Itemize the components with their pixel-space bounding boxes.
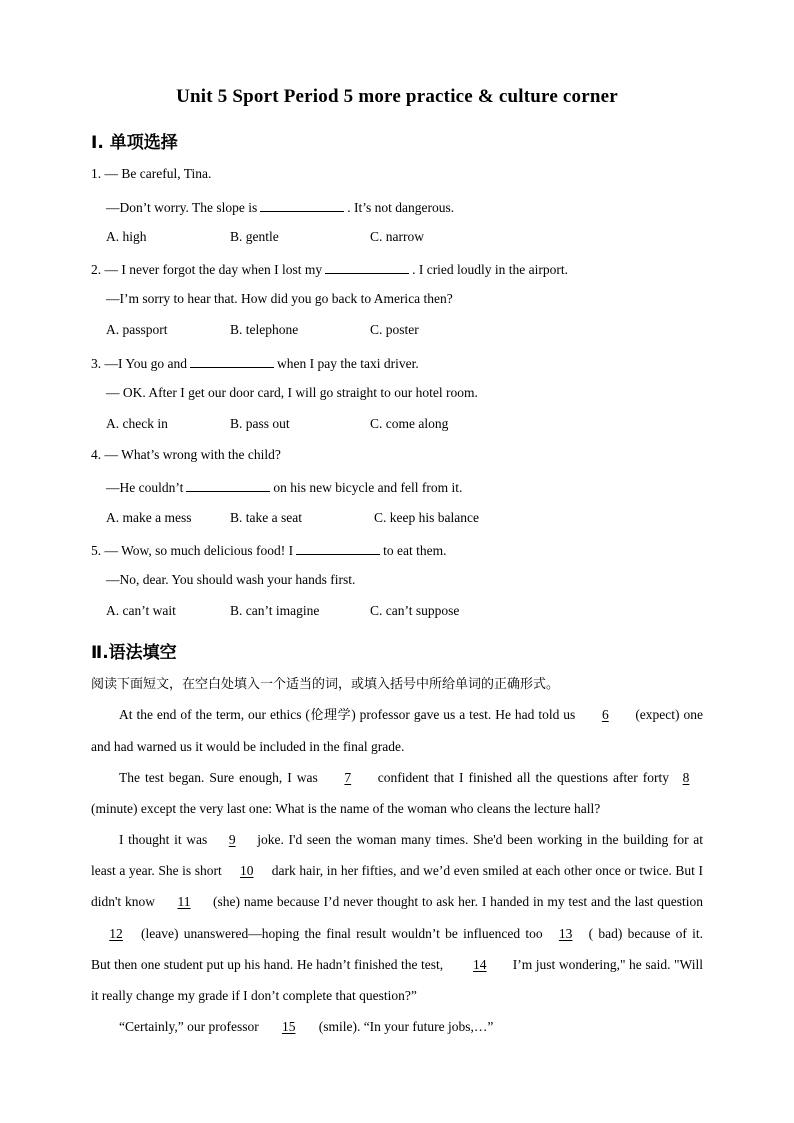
blank-11[interactable]: 11	[177, 894, 191, 910]
option-c[interactable]: C. can’t suppose	[370, 603, 460, 618]
answer-blank[interactable]	[186, 478, 270, 492]
question-3-line-2: — OK. After I get our door card, I will go straight to our hotel room.	[106, 385, 478, 400]
blank-13[interactable]: 13	[558, 925, 573, 941]
passage-paragraph-3: I thought it was 9 joke. I'd seen the woman many times. She'd been working in the building for at least a year. She is short 10 dark hair, in her fifties, and we’d even smiled at each other once or twice. But I didn't know 11 (she) name because I’d never thought to ask her. I handed in my test and the last question12 (leave) unanswered—hoping the final result wouldn’t be influenced too 13 ( bad) because of it. But then one student put up his hand. He hadn’t finished the test, 14 I’m just wondering," he said. "Will it really change my grade if I don’t complete that question?”	[91, 824, 703, 1011]
passage-paragraph-2: The test began. Sure enough, I was 7 confident that I finished all the questions after forty 8 (minute) except the very last one: What is the name of the woman who cleans the lecture hall?	[91, 762, 703, 824]
question-5-line-1: 5. — Wow, so much delicious food! I to eat them.	[91, 543, 447, 558]
option-a[interactable]: A. passport	[106, 322, 168, 337]
option-c[interactable]: C. come along	[370, 416, 449, 431]
question-2-line-2: —I’m sorry to hear that. How did you go back to America then?	[106, 291, 453, 306]
blank-14[interactable]: 14	[473, 956, 487, 972]
option-a[interactable]: A. high	[106, 229, 147, 244]
option-a[interactable]: A. check in	[106, 416, 168, 431]
passage-paragraph-1: At the end of the term, our ethics (伦理学) professor gave us a test. He had told us 6 (expect) one and had warned us it would be included in the final grade.	[91, 699, 703, 762]
question-4-line-2: —He couldn’t on his new bicycle and fell from it.	[106, 480, 463, 495]
option-b[interactable]: B. telephone	[230, 322, 299, 337]
passage-paragraph-4: “Certainly,” our professor 15 (smile). “In your future jobs,…”	[91, 1011, 703, 1042]
question-1-line-2: —Don’t worry. The slope is . It’s not dangerous.	[106, 200, 455, 215]
option-b[interactable]: B. pass out	[230, 416, 290, 431]
question-5-line-2: —No, dear. You should wash your hands first.	[106, 572, 356, 587]
option-c[interactable]: C. narrow	[370, 229, 424, 244]
blank-15[interactable]: 15	[281, 1019, 296, 1034]
answer-blank[interactable]	[296, 541, 380, 555]
option-a[interactable]: A. make a mess	[106, 510, 192, 525]
question-1-line-1: 1. — Be careful, Tina.	[91, 166, 212, 181]
question-4-line-1: 4. — What’s wrong with the child?	[91, 447, 281, 462]
option-c[interactable]: C. poster	[370, 322, 419, 337]
option-a[interactable]: A. can’t wait	[106, 603, 176, 618]
option-b[interactable]: B. take a seat	[230, 510, 302, 525]
blank-8[interactable]: 8	[682, 770, 690, 785]
question-3-line-1: 3. —I You go and when I pay the taxi driver.	[91, 356, 419, 371]
section-2-heading: Ⅱ.语法填空	[91, 643, 177, 663]
section-1-heading: Ⅰ. 单项选择	[91, 133, 178, 153]
blank-10[interactable]: 10	[240, 863, 254, 879]
option-b[interactable]: B. can’t imagine	[230, 603, 320, 618]
blank-9[interactable]: 9	[228, 832, 236, 847]
blank-7[interactable]: 7	[344, 770, 352, 785]
answer-blank[interactable]	[260, 198, 344, 212]
section-2-instruction: 阅读下面短文，在空白处填入一个适当的词，或填入括号中所给单词的正确形式。	[91, 677, 560, 692]
blank-6[interactable]: 6	[601, 707, 609, 722]
answer-blank[interactable]	[190, 354, 274, 368]
option-c[interactable]: C. keep his balance	[374, 510, 479, 525]
question-2-line-1: 2. — I never forgot the day when I lost my . I cried loudly in the airport.	[91, 262, 569, 277]
answer-blank[interactable]	[325, 260, 409, 274]
option-b[interactable]: B. gentle	[230, 229, 279, 244]
blank-12[interactable]: 12	[109, 925, 123, 941]
page-title: Unit 5 Sport Period 5 more practice & culture corner	[176, 86, 618, 107]
